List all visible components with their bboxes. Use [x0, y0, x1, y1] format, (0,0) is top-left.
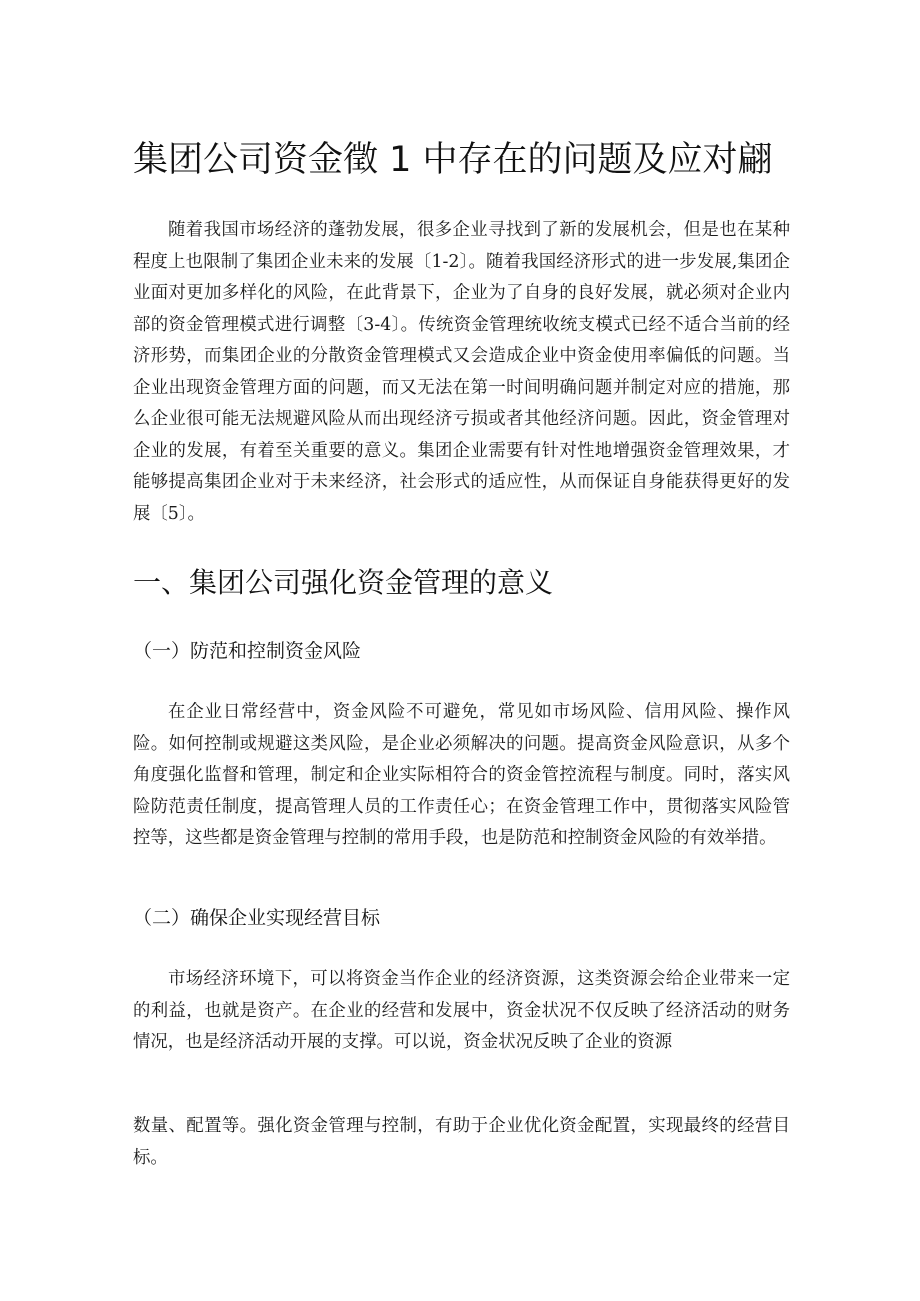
- intro-paragraph: 随着我国市场经济的蓬勃发展，很多企业寻找到了新的发展机会，但是也在某种程度上也限制了集团企业未来的发展〔1-2〕。随着我国经济形式的进一步发展,集团企业面对更加多样化的风险，在此背景下，企业为了自身的良好发展，就必须对企业内部的资金管理模式进行调整〔3-4〕。传统资金管理统收统支模式已经不适合当前的经济形势，而集团企业的分散资金管理模式又会造成企业中资金使用率偏低的问题。当企业出现资金管理方面的问题，而又无法在第一时间明确问题并制定对应的措施，那么企业很可能无法规避风险从而出现经济亏损或者其他经济问题。因此，资金管理对企业的发展，有着至关重要的意义。集团企业需要有针对性地增强资金管理效果，才能够提高集团企业对于未来经济，社会形式的适应性，从而保证自身能获得更好的发展〔5〕。: [133, 220, 790, 524]
- subsection-heading-risk: （一）防范和控制资金风险: [133, 640, 362, 662]
- subsection-heading-goals: （二）确保企业实现经营目标: [133, 907, 381, 929]
- paragraph-business-goals: 市场经济环境下，可以将资金当作企业的经济资源，这类资源会给企业带来一定的利益，也就是资产。在企业的经营和发展中，资金状况不仅反映了经济活动的财务情况，也是经济活动开展的支撑。可以说，资金状况反映了企业的资源: [133, 969, 790, 1052]
- document-title: 集团公司资金徵 1 中存在的问题及应对翩: [133, 140, 773, 180]
- section-heading-1: 一、集团公司强化资金管理的意义: [133, 566, 554, 599]
- paragraph-business-goals-continued: 数量、配置等。强化资金管理与控制，有助于企业优化资金配置，实现最终的经营目标。: [133, 1116, 790, 1168]
- paragraph-risk-control: 在企业日常经营中，资金风险不可避免，常见如市场风险、信用风险、操作风险。如何控制或规避这类风险，是企业必须解决的问题。提高资金风险意识，从多个角度强化监督和管理，制定和企业实际相符合的资金管控流程与制度。同时，落实风险防范责任制度，提高管理人员的工作责任心；在资金管理工作中，贯彻落实风险管控等，这些都是资金管理与控制的常用手段，也是防范和控制资金风险的有效举措。: [133, 702, 790, 848]
